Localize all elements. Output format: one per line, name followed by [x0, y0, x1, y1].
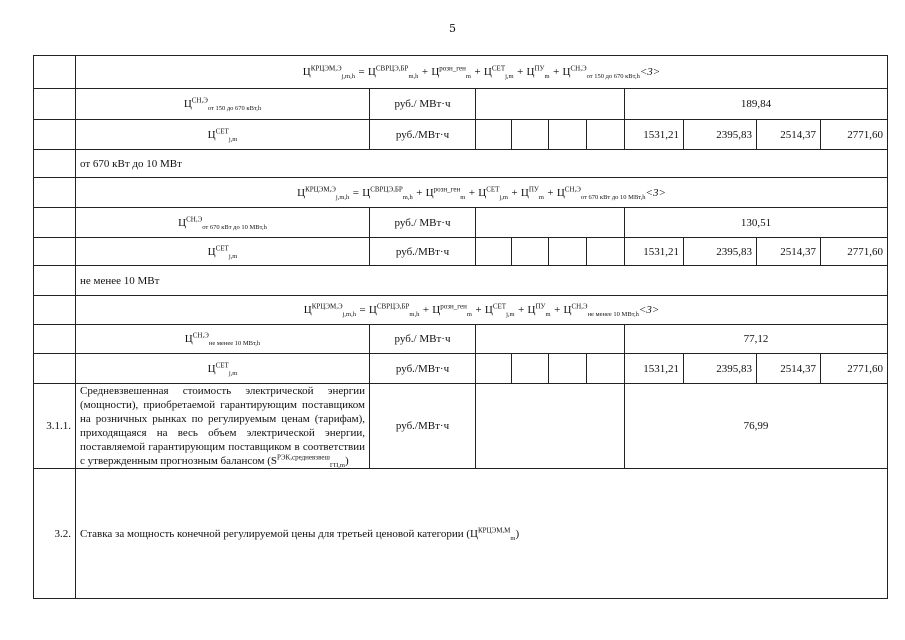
symbol-sub: j,m [228, 252, 238, 260]
symbol-sub: от 670 кВт до 10 МВт,h [580, 193, 646, 201]
symbol-base: Ц [527, 304, 536, 316]
symbol-sub: j,m [505, 73, 514, 81]
operator: + [412, 186, 426, 199]
formula-pu-symbol [527, 302, 551, 319]
empty-cell [512, 354, 549, 384]
symbol-sub: m [466, 311, 472, 319]
symbol-sub: m,h [402, 193, 413, 201]
symbol-base: Ц [362, 186, 371, 199]
formula-set-symbol [478, 184, 508, 201]
symbol-sup: СВРЦЭ,БР [370, 184, 403, 193]
set-value-cell: 2771,60 [821, 238, 888, 266]
sne-symbol [178, 214, 267, 231]
table-row [34, 354, 888, 384]
table-row [34, 266, 888, 296]
empty-cell [587, 120, 625, 150]
table-row [34, 384, 888, 469]
table-row [34, 469, 888, 599]
symbol-base: Ц [207, 245, 216, 258]
row-index-cell [34, 208, 76, 238]
component-set-cell [76, 120, 370, 150]
row-index-cell [34, 178, 76, 208]
symbol-sub: от 670 кВт до 10 МВт,h [202, 223, 267, 231]
symbol-sup: ПУ [534, 64, 545, 73]
price-formula [80, 64, 883, 81]
symbol-base: Ц [207, 128, 216, 141]
formula-result-symbol [303, 302, 356, 319]
symbol-sub: j,m,h [341, 73, 355, 81]
unit-cell: руб./МВт·ч [370, 238, 476, 266]
symbol-sup: СН,Э [192, 331, 209, 340]
set-value-cell: 2395,83 [684, 354, 757, 384]
row-index-cell [34, 325, 76, 354]
operator: = [355, 304, 369, 316]
component-sne-cell [76, 208, 370, 238]
symbol-sup: розн_ген [440, 302, 467, 311]
empty-cell [476, 384, 625, 469]
symbol-sup: СН,Э [186, 214, 203, 223]
symbol-sup: СЕТ [492, 302, 507, 311]
formula-sne-symbol [562, 64, 640, 81]
row-index-cell [34, 296, 76, 325]
symbol-sub: m [545, 311, 551, 319]
symbol-base: Ц [431, 66, 440, 78]
table-row [34, 89, 888, 120]
set-value-cell: 1531,21 [625, 354, 684, 384]
symbol-sup: ПУ [528, 184, 539, 193]
formula-rozn-symbol [431, 64, 471, 81]
symbol-sub: не менее 10 МВт,h [208, 340, 261, 348]
symbol-base: Ц [526, 66, 535, 78]
empty-cell [476, 120, 512, 150]
operator: + [550, 304, 564, 316]
set-value-cell: 2514,37 [757, 354, 821, 384]
set-value-cell: 2395,83 [684, 120, 757, 150]
empty-cell [549, 120, 587, 150]
unit-cell: руб./МВт·ч [370, 120, 476, 150]
table-row [34, 178, 888, 208]
unit-cell: руб./ МВт·ч [370, 208, 476, 238]
set-symbol [207, 243, 238, 260]
sne-value-cell: 130,51 [625, 208, 888, 238]
row-311-description [76, 384, 370, 469]
symbol-base: Ц [207, 362, 216, 375]
empty-cell [549, 238, 587, 266]
unit-cell: руб./ МВт·ч [370, 325, 476, 354]
formula-set-symbol [484, 302, 515, 319]
empty-cell [549, 354, 587, 384]
symbol-sup: СВРЦЭ,БР [376, 302, 410, 311]
symbol-sup: СЕТ [486, 184, 500, 193]
component-sne-cell [76, 325, 370, 354]
symbol-sup: СЕТ [215, 126, 229, 135]
symbol-base: Ц [556, 186, 565, 199]
formula-svrc-symbol [362, 184, 413, 201]
symbol-sub: m,h [408, 73, 419, 81]
paren-close: ) [344, 455, 349, 467]
formula-pu-symbol [526, 64, 550, 81]
symbol-sup: КРЦЭМ,Э [311, 302, 343, 311]
set-value-cell: 2514,37 [757, 238, 821, 266]
symbol-sub: j,m [499, 193, 508, 201]
row-index-cell [34, 89, 76, 120]
sne-value-cell: 77,12 [625, 325, 888, 354]
formula-pu-symbol [520, 184, 544, 201]
empty-cell [587, 238, 625, 266]
symbol-sup: РЭК,средневзвеш [277, 453, 330, 462]
symbol-sup: СН,Э [571, 302, 588, 311]
unit-cell: руб./МВт·ч [370, 384, 476, 469]
formula-sne-symbol [556, 184, 646, 201]
empty-cell [476, 354, 512, 384]
empty-cell [476, 89, 625, 120]
operator: + [470, 66, 484, 78]
symbol-sub: j,m,h [342, 311, 356, 319]
row-index-cell [34, 266, 76, 296]
symbol-sub: от 150 до 670 кВт,h [207, 105, 262, 113]
formula-cell [76, 296, 888, 325]
table-row [34, 150, 888, 178]
row-index: 3.2. [34, 469, 76, 599]
formula-cell [76, 178, 888, 208]
operator: + [418, 66, 432, 78]
symbol-sub: m [544, 73, 550, 81]
symbol-base: Ц [303, 304, 312, 316]
symbol-sup: СН,Э [570, 64, 587, 73]
symbol-sub: j,m,h [335, 193, 350, 201]
formula-rozn-symbol [425, 184, 466, 201]
description-text: Средневзвешенная стоимость электрической энергии (мощности), приобретаемой гарантирующим поставщиком на розничных рынках по регулируемым ценам (тарифам), приходящаяся на весь объем электрической энергии, поставляемой гарантирующим поставщиком в соответствии с утвержденным прогнозным балансом (S [80, 385, 365, 467]
symbol-base: Ц [178, 216, 187, 229]
empty-cell [476, 238, 512, 266]
footnote-ref: <3> [639, 66, 661, 78]
formula-sne-symbol [563, 302, 639, 319]
set-value-cell: 2771,60 [821, 354, 888, 384]
symbol-base: Ц [432, 304, 441, 316]
formula-result-symbol [302, 64, 355, 81]
set-value-cell: 1531,21 [625, 120, 684, 150]
row-32-description [76, 469, 888, 599]
table-row [34, 325, 888, 354]
symbol-sup: СВРЦЭ,БР [375, 64, 409, 73]
price-formula [80, 302, 883, 319]
table-row [34, 296, 888, 325]
symbol-base: Ц [368, 304, 377, 316]
symbol-sup: КРЦЭМ,М [477, 525, 511, 534]
symbol-sub: m,h [409, 311, 420, 319]
symbol-sup: КРЦЭМ,Э [305, 184, 336, 193]
operator: + [419, 304, 433, 316]
footnote-ref: <3> [645, 186, 666, 199]
row-index-cell [34, 120, 76, 150]
tariff-table [33, 55, 888, 599]
formula-cell [76, 56, 888, 89]
operator: + [465, 186, 479, 199]
empty-cell [476, 208, 625, 238]
formula-set-symbol [483, 64, 514, 81]
operator: + [543, 186, 557, 199]
operator: + [507, 186, 521, 199]
sne-value-cell: 189,84 [625, 89, 888, 120]
component-set-cell [76, 354, 370, 384]
symbol-sup: СЕТ [491, 64, 506, 73]
paren-close: ) [515, 527, 520, 540]
operator: = [354, 66, 368, 78]
symbol-base: Ц [483, 66, 492, 78]
formula-rozn-symbol [432, 302, 472, 319]
empty-cell [476, 325, 625, 354]
symbol-sup: КРЦЭМ,Э [310, 64, 342, 73]
symbol-sup: СН,Э [191, 96, 208, 105]
price-formula [80, 184, 883, 201]
operator: + [514, 304, 528, 316]
page-number: 5 [449, 22, 456, 35]
row-index: 3.1.1. [34, 384, 76, 469]
symbol-sub: m [510, 534, 516, 542]
row-index-cell [34, 354, 76, 384]
symbol-sub: не менее 10 МВт,h [587, 311, 639, 319]
symbol-base: Ц [484, 304, 493, 316]
symbol-base: Ц [478, 186, 487, 199]
operator: = [349, 186, 363, 199]
symbol-sub: ГП,m [329, 462, 345, 469]
symbol-sup: СН,Э [564, 184, 581, 193]
symbol-sup: СЕТ [215, 243, 229, 252]
symbol-sup: СЕТ [215, 360, 229, 369]
description-text: Ставка за мощность конечной регулируемой цены для третьей ценовой категории (Ц [80, 527, 478, 540]
set-value-cell: 2395,83 [684, 238, 757, 266]
voltage-range-heading: не менее 10 МВт [76, 266, 888, 296]
symbol-sub: m [465, 73, 471, 81]
symbol-sub: j,m [228, 135, 238, 143]
symbol-sub: m [460, 193, 466, 201]
symbol-sup: розн_ген [433, 184, 461, 193]
symbol-sub: от 150 до 670 кВт,h [586, 73, 640, 81]
unit-cell: руб./ МВт·ч [370, 89, 476, 120]
symbol-sub: j,m [506, 311, 515, 319]
row-index-cell [34, 238, 76, 266]
symbol-base: Ц [184, 333, 193, 345]
unit-cell: руб./МВт·ч [370, 354, 476, 384]
row-index-cell [34, 150, 76, 178]
empty-cell [587, 354, 625, 384]
sne-symbol [183, 96, 262, 113]
formula-svrc-symbol [367, 64, 419, 81]
formula-result-symbol [297, 184, 350, 201]
symbol-base: Ц [297, 186, 306, 199]
voltage-range-heading: от 670 кВт до 10 МВт [76, 150, 888, 178]
operator: + [471, 304, 485, 316]
component-sne-cell [76, 89, 370, 120]
set-value-cell: 2771,60 [821, 120, 888, 150]
symbol-base: Ц [520, 186, 529, 199]
symbol-sub: m [538, 193, 544, 201]
symbol-sub: j,m [228, 369, 238, 377]
operator: + [513, 66, 527, 78]
formula-svrc-symbol [368, 302, 420, 319]
row-311-value: 76,99 [625, 384, 888, 469]
set-value-cell: 1531,21 [625, 238, 684, 266]
symbol-base: Ц [367, 66, 376, 78]
symbol-sup: розн_ген [439, 64, 466, 73]
set-symbol [207, 126, 238, 143]
table-row [34, 120, 888, 150]
symbol-base: Ц [425, 186, 434, 199]
sne-symbol [184, 331, 261, 348]
component-set-cell [76, 238, 370, 266]
set-symbol [207, 360, 238, 377]
empty-cell [512, 120, 549, 150]
symbol-sup: ПУ [535, 302, 546, 311]
set-value-cell: 2514,37 [757, 120, 821, 150]
table-row [34, 238, 888, 266]
operator: + [549, 66, 563, 78]
symbol-base: Ц [183, 98, 192, 110]
symbol-base: Ц [563, 304, 572, 316]
empty-cell [512, 238, 549, 266]
table-row [34, 56, 888, 89]
footnote-ref: <3> [638, 304, 660, 316]
symbol-base: Ц [562, 66, 571, 78]
table-row [34, 208, 888, 238]
symbol-base: Ц [302, 66, 311, 78]
row-index-cell [34, 56, 76, 89]
